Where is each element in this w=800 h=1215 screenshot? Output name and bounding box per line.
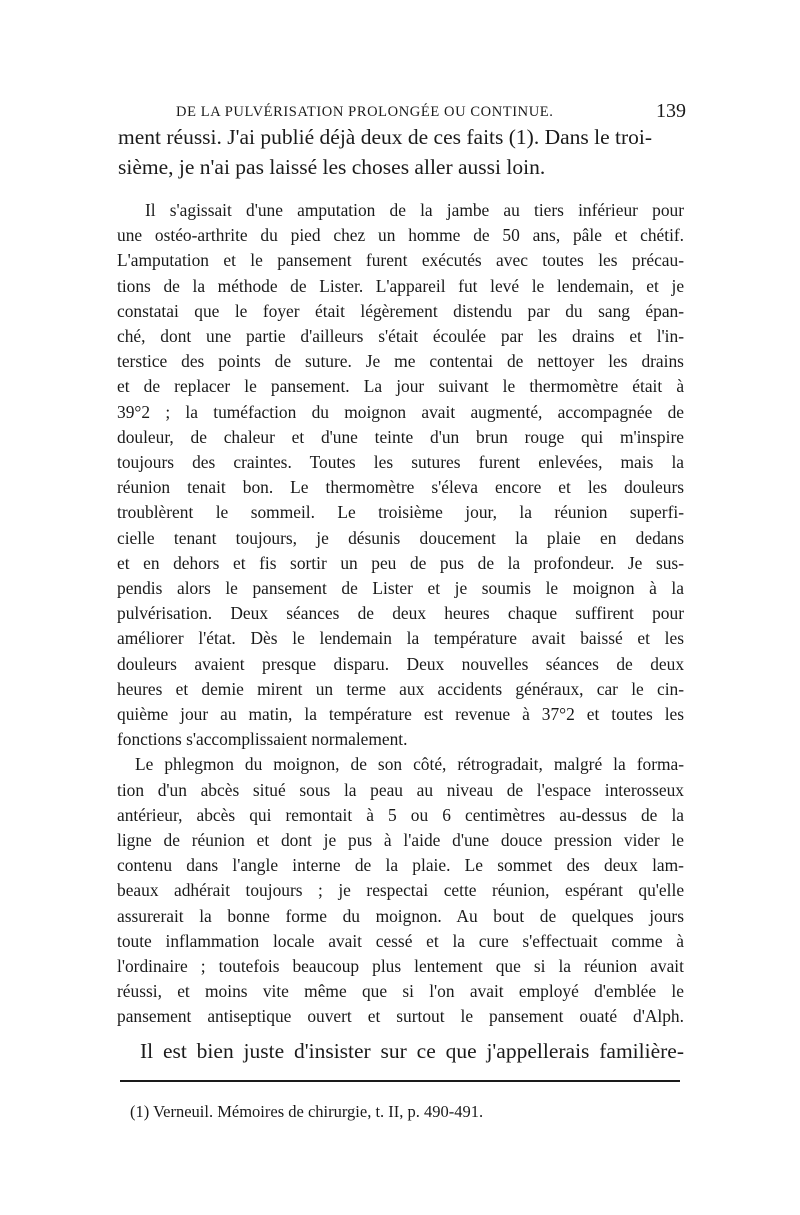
text-line: assurerait la bonne forme du moignon. Au bout de quelques jours: [117, 906, 684, 926]
text-line: terstice des points de suture. Je me contentai de nettoyer les drains: [117, 351, 684, 371]
running-title: DE LA PULVÉRISATION PROLONGÉE OU CONTINUE.: [176, 104, 554, 120]
text-line: heures et demie mirent un terme aux accidents généraux, car le cin-: [117, 679, 685, 699]
text-line: constatai que le foyer était légèrement distendu par du sang épan-: [117, 301, 685, 321]
text-line: tions de la méthode de Lister. L'appareil fut levé le lendemain, et je: [117, 276, 685, 296]
text-line: pulvérisation. Deux séances de deux heures chaque suffirent pour: [117, 603, 684, 623]
text-line: 39°2 ; la tuméfaction du moignon avait augmenté, accompagnée de: [117, 402, 684, 422]
text-line: Il est bien juste d'insister sur ce que j'appellerais familière-: [140, 1039, 685, 1063]
text-line: toujours des craintes. Toutes les sutures furent enlevées, mais la: [117, 452, 685, 472]
text-line: contenu dans l'angle interne de la plaie. Le sommet des deux lam-: [117, 855, 684, 875]
running-header: [176, 100, 686, 124]
text-line: pendis alors le pansement de Lister et je soumis le moignon à la: [117, 578, 684, 598]
text-line: fonctions s'accomplissaient normalement.: [117, 729, 408, 749]
text-line: et en dehors et fis sortir un peu de pus de la profondeur. Je sus-: [117, 553, 684, 573]
text-line: Il s'agissait d'une amputation de la jambe au tiers inférieur pour: [145, 200, 684, 220]
footnote-rule: [120, 1080, 680, 1082]
text-line: tion d'un abcès situé sous la peau au niveau de l'espace interosseux: [117, 780, 684, 800]
text-line: toute inflammation locale avait cessé et la cure s'effectuait comme à: [117, 931, 685, 951]
text-line: troublèrent le sommeil. Le troisième jour, la réunion superfi-: [117, 502, 684, 522]
text-line: quième jour au matin, la température est revenue à 37°2 et toutes les: [117, 704, 685, 724]
text-line: ligne de réunion et dont je pus à l'aide d'une douce pression vider le: [117, 830, 684, 850]
text-line: l'ordinaire ; toutefois beaucoup plus lentement que si la réunion avait: [117, 956, 684, 976]
text-line: réunion tenait bon. Le thermomètre s'éleva encore et les douleurs: [117, 477, 685, 497]
text-line: antérieur, abcès qui remontait à 5 ou 6 centimètres au-dessus de la: [117, 805, 685, 825]
page-number: 139: [656, 100, 686, 122]
text-line: L'amputation et le pansement furent exécutés avec toutes les précau-: [117, 250, 685, 270]
text-line: et de replacer le pansement. La jour suivant le thermomètre était à: [117, 376, 685, 396]
text-line: ché, dont une partie d'ailleurs s'était écoulée par les drains et l'in-: [117, 326, 685, 346]
text-line: douleur, de chaleur et d'une teinte d'un brun rouge qui m'inspire: [117, 427, 684, 447]
text-line: sième, je n'ai pas laissé les choses aller aussi loin.: [118, 155, 546, 179]
text-line: cielle tenant toujours, je désunis doucement la plaie en dedans: [117, 528, 684, 548]
footnote-text: (1) Verneuil. Mémoires de chirurgie, t. II, p. 490-491.: [130, 1102, 484, 1121]
text-line: une ostéo-arthrite du pied chez un homme de 50 ans, pâle et chétif.: [117, 225, 685, 245]
text-line: ment réussi. J'ai publié déjà deux de ces faits (1). Dans le troi-: [118, 125, 653, 149]
text-line: beaux adhérait toujours ; je respectai cette réunion, espérant qu'elle: [117, 880, 685, 900]
text-line: Le phlegmon du moignon, de son côté, rétrogradait, malgré la forma-: [135, 754, 685, 774]
text-line: pansement antiseptique ouvert et surtout le pansement ouaté d'Alph.: [117, 1006, 684, 1026]
text-line: réussi, et moins vite même que si l'on avait employé d'emblée le: [117, 981, 684, 1001]
text-line: douleurs avaient presque disparu. Deux nouvelles séances de deux: [117, 654, 685, 674]
text-line: améliorer l'état. Dès le lendemain la température avait baissé et les: [117, 628, 684, 648]
